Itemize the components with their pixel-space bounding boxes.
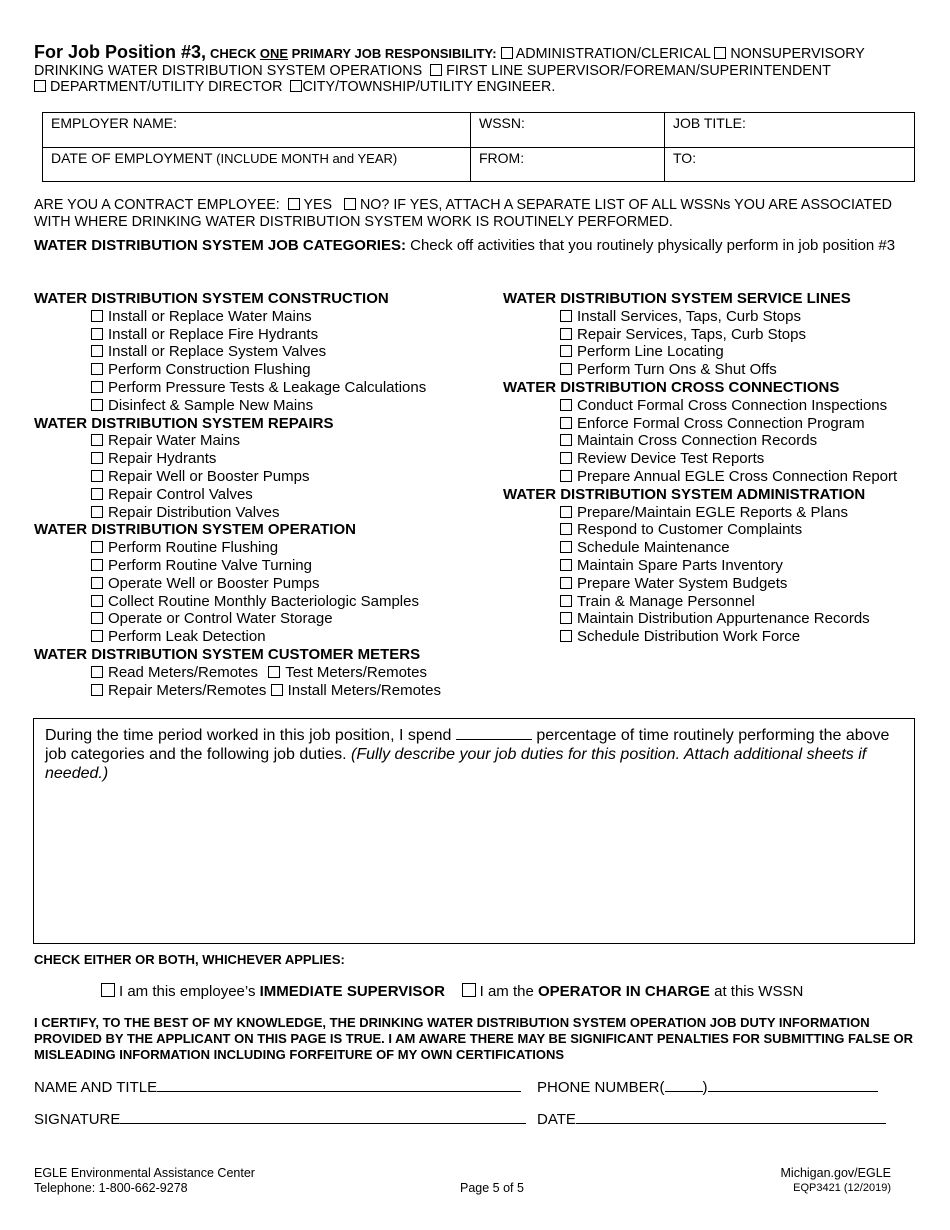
list-item[interactable]: Operate or Control Water Storage bbox=[34, 610, 441, 628]
list-item[interactable]: Repair Distribution Valves bbox=[34, 504, 441, 522]
footer-org: EGLE Environmental Assistance Center bbox=[34, 1166, 255, 1180]
read-meters-option[interactable]: Read Meters/Remotes bbox=[91, 664, 258, 681]
operator-in-charge-option[interactable]: I am the OPERATOR IN CHARGE at this WSSN bbox=[462, 983, 804, 1000]
list-item[interactable]: Repair Control Valves bbox=[34, 486, 441, 504]
department-director-label: DEPARTMENT/UTILITY DIRECTOR bbox=[49, 79, 283, 95]
list-item[interactable]: Review Device Test Reports bbox=[503, 450, 897, 468]
list-item[interactable]: Schedule Maintenance bbox=[503, 539, 897, 557]
list-item[interactable]: Repair Hydrants bbox=[34, 450, 441, 468]
list-item[interactable]: Schedule Distribution Work Force bbox=[503, 628, 897, 646]
footer-site: Michigan.gov/EGLE bbox=[780, 1166, 891, 1180]
job-duties-instructions: During the time period worked in this job position, I spend percentage of time routinely performing the above job categories and the following job duties. (Fully describe your job duties for this position. Attach additional sheets if needed.) bbox=[45, 727, 890, 782]
date-field[interactable]: DATE bbox=[537, 1109, 886, 1128]
admin-clerical-label: ADMINISTRATION/CLERICAL bbox=[515, 46, 711, 62]
position-label: For Job Position #3, bbox=[34, 42, 207, 62]
list-item[interactable]: Disinfect & Sample New Mains bbox=[34, 397, 441, 415]
list-item[interactable]: Perform Line Locating bbox=[503, 343, 897, 361]
job-categories-intro: WATER DISTRIBUTION SYSTEM JOB CATEGORIES: Check off activities that you routinely physically perform in job position #3 bbox=[34, 237, 896, 254]
list-item[interactable]: Respond to Customer Complaints bbox=[503, 521, 897, 539]
supervisor-options bbox=[101, 983, 803, 1000]
wssn-field[interactable]: WSSN: bbox=[471, 113, 665, 148]
cross-connections-heading: WATER DISTRIBUTION CROSS CONNECTIONS bbox=[503, 378, 840, 396]
employment-table bbox=[42, 112, 915, 182]
list-item[interactable]: Repair Water Mains bbox=[34, 432, 441, 450]
department-director-checkbox[interactable] bbox=[34, 80, 46, 92]
date-of-employment-field[interactable]: DATE OF EMPLOYMENT (INCLUDE MONTH and YEAR) bbox=[43, 147, 471, 182]
list-item[interactable]: Prepare Water System Budgets bbox=[503, 575, 897, 593]
page-number: Page 5 of 5 bbox=[460, 1181, 524, 1195]
operation-heading: WATER DISTRIBUTION SYSTEM OPERATION bbox=[34, 521, 356, 539]
list-item[interactable]: Collect Routine Monthly Bacteriologic Samples bbox=[34, 593, 441, 611]
list-item[interactable]: Perform Leak Detection bbox=[34, 628, 441, 646]
from-field[interactable]: FROM: bbox=[471, 147, 665, 182]
repair-meters-option[interactable]: Repair Meters/Remotes bbox=[91, 682, 266, 699]
list-item[interactable]: Train & Manage Personnel bbox=[503, 593, 897, 611]
meters-row-2 bbox=[34, 682, 441, 700]
right-category-column bbox=[503, 290, 897, 646]
list-item[interactable]: Maintain Cross Connection Records bbox=[503, 432, 897, 450]
city-engineer-label: CITY/TOWNSHIP/UTILITY ENGINEER. bbox=[302, 79, 556, 95]
list-item[interactable]: Prepare/Maintain EGLE Reports & Plans bbox=[503, 504, 897, 522]
list-item[interactable]: Repair Services, Taps, Curb Stops bbox=[503, 326, 897, 344]
admin-clerical-checkbox[interactable] bbox=[501, 47, 513, 59]
list-item[interactable]: Install or Replace Fire Hydrants bbox=[34, 326, 441, 344]
first-line-supervisor-checkbox[interactable] bbox=[430, 64, 442, 76]
list-item[interactable]: Perform Construction Flushing bbox=[34, 361, 441, 379]
to-field[interactable]: TO: bbox=[665, 147, 915, 182]
install-meters-option[interactable]: Install Meters/Remotes bbox=[271, 682, 441, 699]
signature-field[interactable]: SIGNATURE bbox=[34, 1109, 526, 1128]
list-item[interactable]: Operate Well or Booster Pumps bbox=[34, 575, 441, 593]
check-either-heading: CHECK EITHER OR BOTH, WHICHEVER APPLIES: bbox=[34, 952, 345, 967]
list-item[interactable]: Perform Routine Flushing bbox=[34, 539, 441, 557]
footer-right bbox=[781, 1166, 891, 1196]
nonsupervisory-checkbox[interactable] bbox=[714, 47, 726, 59]
footer-left bbox=[34, 1166, 255, 1196]
phone-number-field[interactable]: PHONE NUMBER( ) bbox=[537, 1077, 878, 1096]
repairs-heading: WATER DISTRIBUTION SYSTEM REPAIRS bbox=[34, 414, 334, 432]
construction-heading: WATER DISTRIBUTION SYSTEM CONSTRUCTION bbox=[34, 290, 389, 307]
contract-yes-checkbox[interactable] bbox=[288, 198, 300, 210]
list-item[interactable]: Maintain Spare Parts Inventory bbox=[503, 557, 897, 575]
list-item[interactable]: Prepare Annual EGLE Cross Connection Report bbox=[503, 468, 897, 486]
job-position-header: For Job Position #3, CHECK ONE PRIMARY JOB RESPONSIBILITY: ADMINISTRATION/CLERICAL NONSUPERVISORY DRINKING WATER DISTRIBUTION SYSTEM OPERATIONS FIRST LINE SUPERVISOR/FOREMAN/SUPERINTENDENT DEPARTMENT/UTILITY DIRECTOR CITY/TOWNSHIP/UTILITY ENGINEER. bbox=[34, 42, 865, 95]
list-item[interactable]: Perform Turn Ons & Shut Offs bbox=[503, 361, 897, 379]
percentage-blank[interactable] bbox=[456, 725, 532, 740]
contract-employee-question: ARE YOU A CONTRACT EMPLOYEE: YES NO? IF YES, ATTACH A SEPARATE LIST OF ALL WSSNs YOU ARE ASSOCIATED WITH WHERE DRINKING WATER DISTRIBUTION SYSTEM WORK IS ROUTINELY PERFORMED. bbox=[34, 197, 893, 230]
name-and-title-field[interactable]: NAME AND TITLE bbox=[34, 1077, 521, 1096]
footer-form-id: EQP3421 (12/2019) bbox=[793, 1182, 891, 1194]
list-item[interactable]: Install or Replace Water Mains bbox=[34, 308, 441, 326]
left-category-column bbox=[34, 290, 441, 699]
contract-no-checkbox[interactable] bbox=[344, 198, 356, 210]
job-duties-box[interactable] bbox=[33, 718, 915, 944]
list-item[interactable]: Conduct Formal Cross Connection Inspections bbox=[503, 397, 897, 415]
immediate-supervisor-option[interactable]: I am this employee’s IMMEDIATE SUPERVISOR bbox=[101, 983, 445, 1000]
city-engineer-checkbox[interactable] bbox=[290, 80, 302, 92]
test-meters-option[interactable]: Test Meters/Remotes bbox=[268, 664, 427, 681]
list-item[interactable]: Maintain Distribution Appurtenance Records bbox=[503, 610, 897, 628]
service-lines-heading: WATER DISTRIBUTION SYSTEM SERVICE LINES bbox=[503, 290, 851, 307]
administration-heading: WATER DISTRIBUTION SYSTEM ADMINISTRATION bbox=[503, 485, 866, 503]
list-item[interactable]: Install or Replace System Valves bbox=[34, 343, 441, 361]
list-item[interactable]: Perform Routine Valve Turning bbox=[34, 557, 441, 575]
list-item[interactable]: Enforce Formal Cross Connection Program bbox=[503, 415, 897, 433]
footer-telephone: Telephone: 1-800-662-9278 bbox=[34, 1181, 188, 1195]
job-title-field[interactable]: JOB TITLE: bbox=[665, 113, 915, 148]
employer-name-field[interactable]: EMPLOYER NAME: bbox=[43, 113, 471, 148]
first-line-supervisor-label: FIRST LINE SUPERVISOR/FOREMAN/SUPERINTENDENT bbox=[446, 62, 831, 79]
list-item[interactable]: Repair Well or Booster Pumps bbox=[34, 468, 441, 486]
list-item[interactable]: Install Services, Taps, Curb Stops bbox=[503, 308, 897, 326]
certification-statement: I CERTIFY, TO THE BEST OF MY KNOWLEDGE, THE DRINKING WATER DISTRIBUTION SYSTEM OPERATION JOB DUTY INFORMATION PROVIDED BY THE APPLICANT ON THIS PAGE IS TRUE. I AM AWARE THERE MAY BE SIGNIFICANT PENALTIES FOR SUBMITTING FALSE OR MISLEADING INFORMATION INCLUDING FORFEITURE OF MY OWN CERTIFICATIONS bbox=[34, 1015, 914, 1062]
list-item[interactable]: Perform Pressure Tests & Leakage Calculations bbox=[34, 379, 441, 397]
nonsupervisory-label: NONSUPERVISORY DRINKING WATER DISTRIBUTION SYSTEM OPERATIONS bbox=[34, 46, 865, 79]
meters-heading: WATER DISTRIBUTION SYSTEM CUSTOMER METERS bbox=[34, 645, 421, 663]
meters-row-1 bbox=[34, 664, 441, 682]
